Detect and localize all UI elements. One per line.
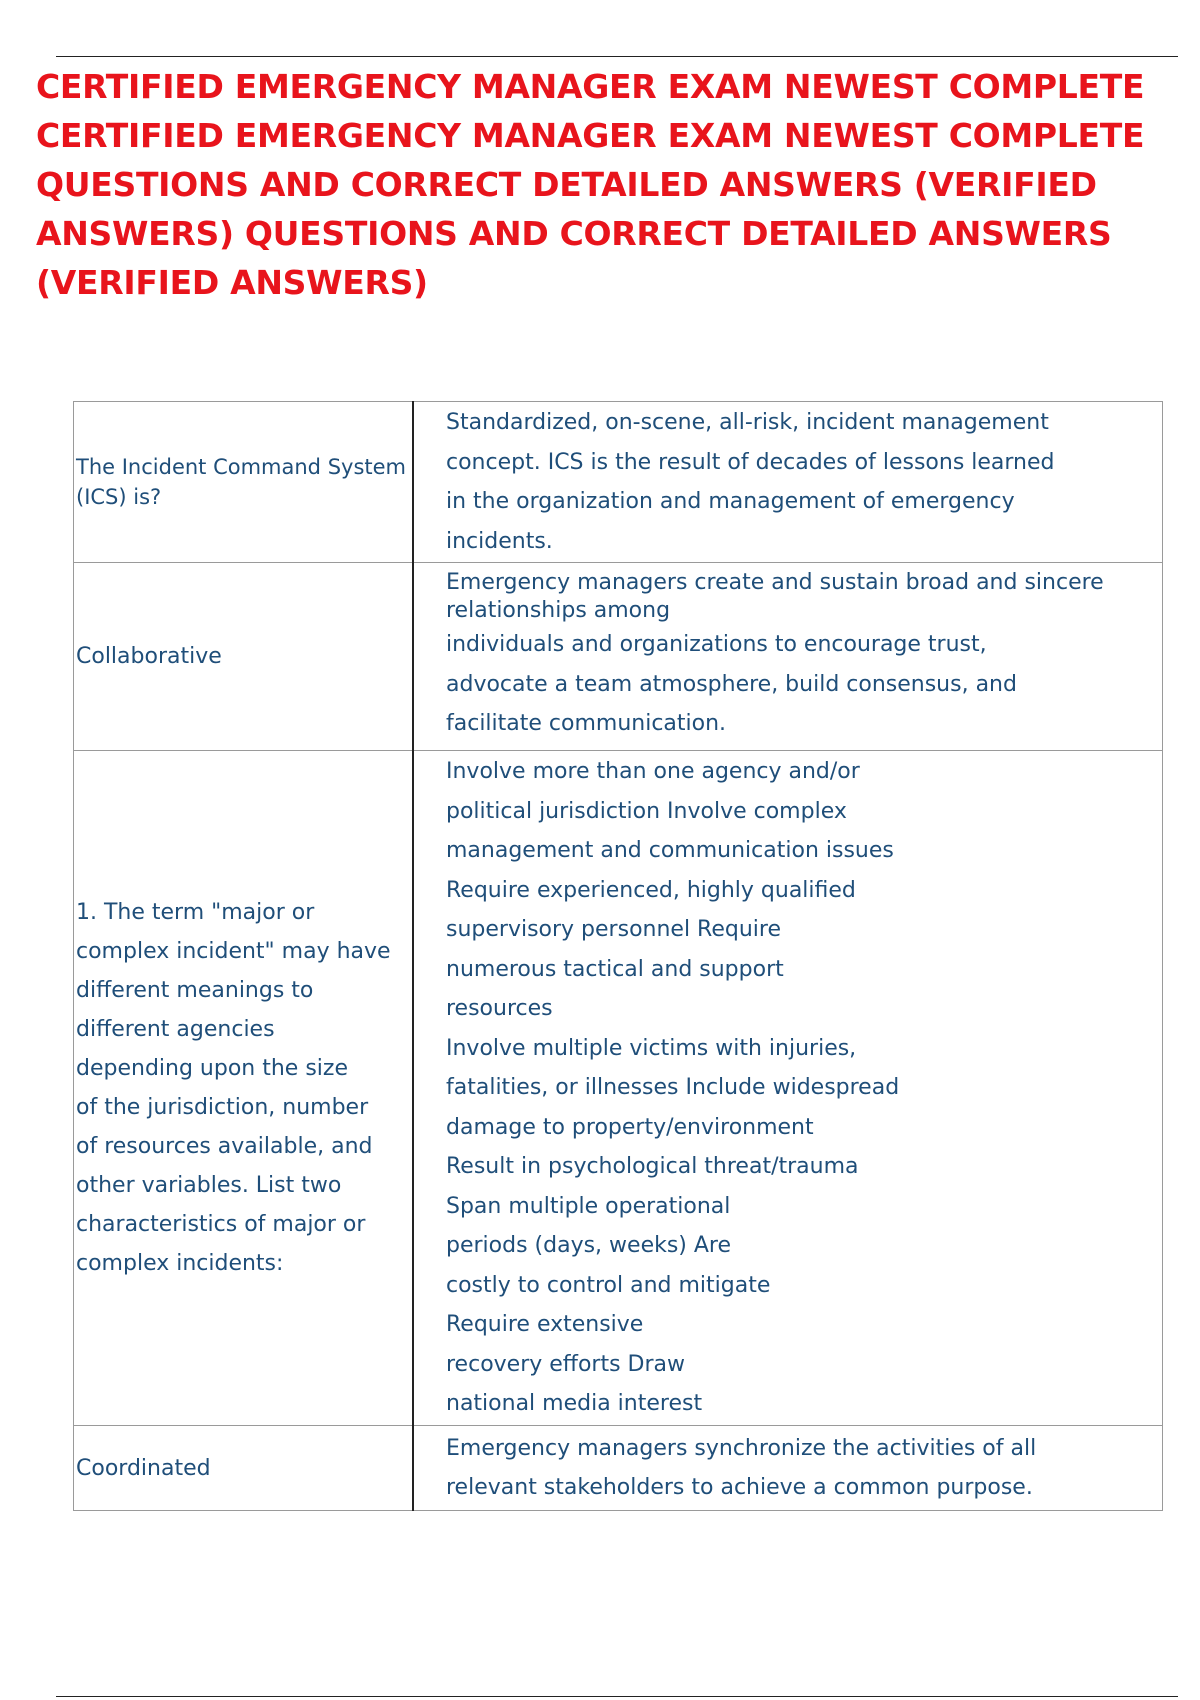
definition-line: supervisory personnel Require xyxy=(446,917,782,943)
term-cell xyxy=(74,563,414,751)
term-line: of the jurisdiction, number xyxy=(76,1095,369,1120)
definition-line: fatalities, or illnesses Include widespread xyxy=(446,1075,900,1101)
definition-line: Result in psychological threat/trauma xyxy=(446,1154,859,1180)
definition-cell xyxy=(413,563,1163,751)
top-rule xyxy=(56,56,1178,57)
term-line: Coordinated xyxy=(76,1455,211,1481)
term-line: different meanings to xyxy=(76,978,314,1003)
definition-line: incidents. xyxy=(446,528,553,554)
definition-cell xyxy=(413,751,1163,1426)
definition-line: Require experienced, highly qualified xyxy=(446,877,856,903)
table-row xyxy=(74,1426,1163,1511)
term-line: characteristics of major or xyxy=(76,1212,366,1237)
table-row xyxy=(74,563,1163,751)
definition-line: resources xyxy=(446,996,553,1022)
definition-line: Emergency managers create and sustain broad and sincere xyxy=(446,570,1104,596)
definition-cell xyxy=(413,1426,1163,1511)
term-line: depending upon the size xyxy=(76,1056,348,1081)
definition-line: recovery efforts Draw xyxy=(446,1351,686,1377)
definition-line: Span multiple operational xyxy=(446,1193,731,1219)
table-row xyxy=(74,402,1163,563)
definition-line: national media interest xyxy=(446,1391,703,1417)
qa-table xyxy=(73,401,1163,1511)
term-line: (ICS) is? xyxy=(76,485,162,509)
bottom-rule xyxy=(56,1696,1178,1697)
term-cell xyxy=(74,1426,414,1511)
term-line: complex incidents: xyxy=(76,1251,284,1276)
term-cell xyxy=(74,402,414,563)
definition-cell xyxy=(413,402,1163,563)
definition-line: costly to control and mitigate xyxy=(446,1272,771,1298)
definition-line: Standardized, on-scene, all-risk, incident management xyxy=(446,410,1049,435)
definition-line: management and communication issues xyxy=(446,838,894,864)
term-line: Collaborative xyxy=(76,644,222,669)
definition-line: concept. ICS is the result of decades of lessons learned xyxy=(446,449,1055,475)
definition-line: relevant stakeholders to achieve a common purpose. xyxy=(446,1475,1033,1500)
term-cell xyxy=(74,751,414,1426)
definition-line: Involve multiple victims with injuries, xyxy=(446,1035,857,1061)
definition-line: in the organization and management of emergency xyxy=(446,489,1015,514)
definition-line: periods (days, weeks) Are xyxy=(446,1233,732,1259)
term-line: of resources available, and xyxy=(76,1134,373,1159)
term-line: different agencies xyxy=(76,1017,275,1042)
term-line: The Incident Command System xyxy=(76,455,407,479)
document-title: CERTIFIED EMERGENCY MANAGER EXAM NEWEST COMPLETE CERTIFIED EMERGENCY MANAGER EXAM NEWEST COMPLETE QUESTIONS AND CORRECT DETAILED ANSWERS (VERIFIED ANSWERS) QUESTIONS AND CORRECT DETAILED ANSWERS (VERIFIED ANSWERS) xyxy=(36,67,1145,302)
definition-line: numerous tactical and support xyxy=(446,956,784,982)
definition-line: individuals and organizations to encourage trust, xyxy=(446,632,987,658)
definition-line: damage to property/environment xyxy=(446,1114,814,1140)
term-line: complex incident" may have xyxy=(76,939,391,964)
definition-line: political jurisdiction Involve complex xyxy=(446,798,847,824)
definition-line: relationships among xyxy=(446,598,671,624)
definition-line: Require extensive xyxy=(446,1312,644,1338)
term-line: 1. The term "major or xyxy=(76,900,315,925)
definition-line: Emergency managers synchronize the activities of all xyxy=(446,1435,1037,1461)
table-row xyxy=(74,751,1163,1426)
definition-line: facilitate communication. xyxy=(446,711,727,737)
term-line: other variables. List two xyxy=(76,1173,342,1198)
definition-line: advocate a team atmosphere, build consensus, and xyxy=(446,671,1017,697)
definition-line: Involve more than one agency and/or xyxy=(446,759,860,785)
